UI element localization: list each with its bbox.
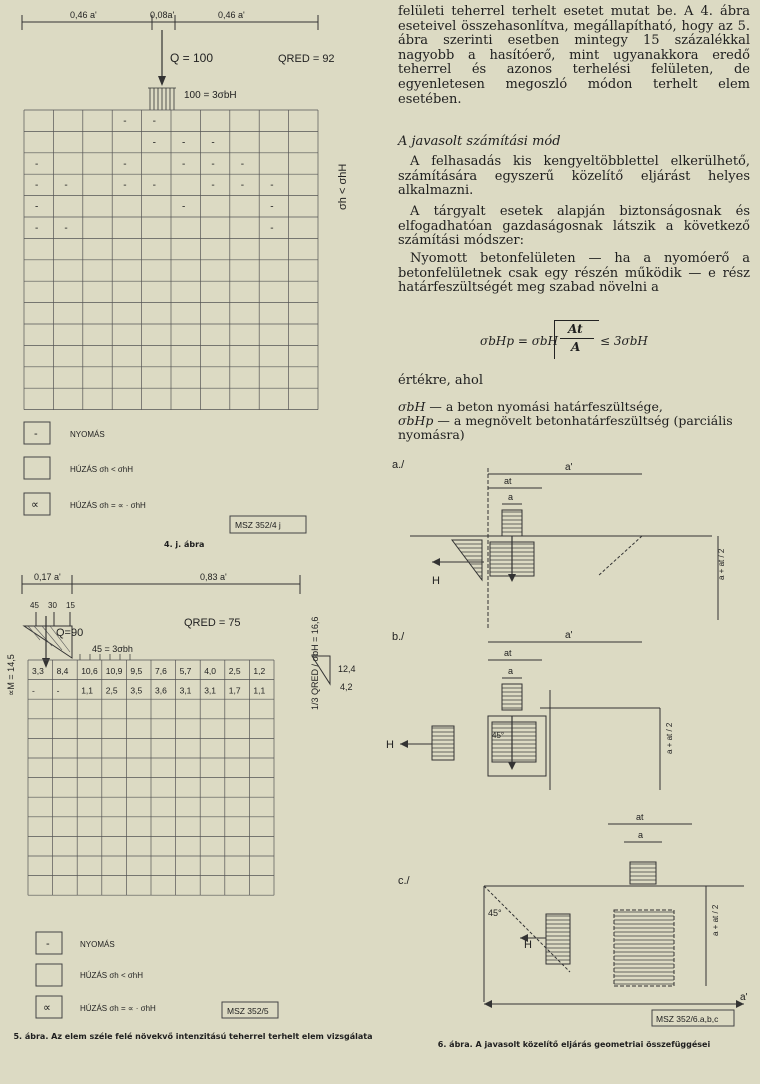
legend5-label-3: HÚZÁS σh = ∝ · σhH bbox=[80, 1004, 156, 1013]
fig5-caption: 5. ábra. Az elem széle felé növekvő intenzitású teherrel terhelt elem vizsgálata bbox=[13, 1032, 373, 1041]
fig4-stress-label: 100 = 3σbH bbox=[184, 90, 237, 101]
fig6-stamp: MSZ 352/6.a,b,c bbox=[656, 1014, 719, 1024]
legend4-sym-1: - bbox=[34, 428, 38, 440]
fig5-cell-value: 3,1 bbox=[179, 685, 192, 696]
fig4-cell-mark: - bbox=[182, 158, 186, 170]
fig5-dim-right: 0,83 a' bbox=[200, 572, 227, 582]
fig5-load-2: 30 bbox=[48, 601, 57, 610]
definition-1-symbol: σbH bbox=[398, 399, 426, 414]
fig4-cell-mark: - bbox=[152, 137, 156, 149]
legend5-label-2: HÚZÁS σh < σhH bbox=[80, 971, 144, 980]
fig5-load-1: 45 bbox=[30, 601, 39, 610]
legend5-label-1: NYOMÁS bbox=[80, 940, 115, 949]
fig4-side-label: σh < σhH bbox=[337, 163, 349, 210]
formula-fraction-line bbox=[560, 338, 594, 339]
fig4-cell-mark: - bbox=[35, 180, 39, 192]
legend4-label-3: HÚZÁS σh = ∝ · σhH bbox=[70, 501, 146, 510]
fig5-stamp: MSZ 352/5 bbox=[227, 1006, 269, 1016]
fig4-caption: 4. j. ábra bbox=[164, 540, 205, 549]
fig4-grid bbox=[24, 110, 318, 410]
fig5-cell-value: - bbox=[32, 685, 35, 696]
formula-denominator: A bbox=[571, 340, 581, 354]
fig5-cell-value: 7,6 bbox=[155, 666, 167, 676]
figure-5 bbox=[0, 560, 390, 1070]
definition-2-text: — a megnövelt betonhatárfeszültség (parciális nyomásra) bbox=[398, 413, 733, 442]
legend5-sym-1: - bbox=[46, 938, 50, 950]
fig4-cell-mark: - bbox=[270, 223, 274, 234]
fig4-cell-mark: - bbox=[123, 158, 127, 170]
fig6b-label: b./ bbox=[392, 631, 405, 643]
fig4-cell-mark: - bbox=[64, 223, 68, 234]
fig4-cell-mark: - bbox=[270, 180, 274, 192]
fig5-left-side: ∝M = 14,5 bbox=[6, 654, 16, 696]
fig5-cell-value: - bbox=[56, 685, 60, 696]
fig6c-angle: 45° bbox=[488, 908, 502, 918]
fig6b-a: a bbox=[508, 666, 514, 676]
fig5-cell-value: 10,9 bbox=[105, 666, 123, 676]
fig5-qred: QRED = 75 bbox=[184, 617, 241, 629]
fig6c-a: a bbox=[638, 830, 644, 840]
fig6a-a: a bbox=[508, 492, 514, 502]
fig5-dim-left: 0,17 a' bbox=[34, 572, 61, 582]
fig6b-at: at bbox=[504, 648, 512, 658]
fig4-dim-right: 0,46 a' bbox=[218, 10, 245, 20]
legend4-label-1: NYOMÁS bbox=[70, 430, 105, 439]
fig4-dim-left: 0,46 a' bbox=[70, 10, 97, 20]
fig6a-label: a./ bbox=[392, 459, 405, 471]
fig4-cell-mark: - bbox=[211, 137, 215, 149]
fig6b-angle: 45° bbox=[492, 731, 505, 740]
fig4-cell-mark: - bbox=[123, 180, 127, 192]
figure-4 bbox=[0, 0, 390, 560]
fig4-cell-mark: - bbox=[64, 180, 68, 192]
fig4-stamp: MSZ 352/4 j bbox=[235, 520, 281, 530]
paragraph-3: A tárgyalt esetek alapján biztonságosnak és elfogadhatóan gazdaságosnak látszik a következő számítási módszer: bbox=[398, 204, 750, 249]
fig5-cell-value: 3,5 bbox=[130, 685, 143, 696]
fig5-cell-value: 3,3 bbox=[32, 666, 44, 676]
fig6a-a-prime: a' bbox=[565, 462, 573, 473]
definition-2 bbox=[398, 414, 750, 442]
fig6c-label: c./ bbox=[398, 875, 410, 887]
fig4-cell-mark: - bbox=[240, 158, 245, 170]
fig4-cell-mark: - bbox=[182, 137, 186, 149]
legend5-box-2 bbox=[36, 964, 62, 986]
fig6c-at: at bbox=[636, 812, 644, 822]
fig5-cell-value: 1,7 bbox=[228, 685, 241, 696]
fig5-cell-value: 1,1 bbox=[81, 685, 94, 696]
fig6c-half: a + at / 2 bbox=[711, 904, 720, 936]
formula-right: ≤ 3σbH bbox=[600, 334, 648, 348]
fig6a-H: H bbox=[432, 575, 440, 587]
fig4-cell-mark: - bbox=[240, 180, 245, 192]
fig4-cell-mark: - bbox=[211, 158, 215, 170]
fig4-cell-mark: - bbox=[152, 116, 156, 127]
definition-1-text: — a beton nyomási határfeszültsége, bbox=[429, 399, 663, 414]
fig5-right-value-1: 12,4 bbox=[338, 664, 356, 674]
fig5-cell-value: 3,1 bbox=[204, 685, 217, 696]
fig5-load: Q=90 bbox=[56, 627, 84, 639]
fig4-cell-mark: - bbox=[35, 158, 39, 170]
paragraph-2: A felhasadás kis kengyeltöbblettel elkerülhető, számítására egyszerű közelítő eljárást helyes alkalmazni. bbox=[398, 154, 750, 199]
fig4-cell-mark: - bbox=[152, 180, 156, 192]
fig5-cell-value: 4,0 bbox=[204, 666, 217, 676]
definition-2-symbol: σbHp bbox=[398, 413, 434, 428]
fig5-cell-value: 1,1 bbox=[253, 685, 266, 696]
fig4-cell-mark: - bbox=[211, 180, 215, 192]
fig5-cell-value: 1,2 bbox=[253, 666, 266, 676]
fig6b-a-prime: a' bbox=[565, 630, 573, 641]
fig5-cell-value: 10,6 bbox=[81, 666, 98, 676]
legend4-sym-3: ∝ bbox=[31, 499, 39, 511]
legend4-label-2: HÚZÁS σh < σhH bbox=[70, 465, 134, 474]
fig4-distributed-load bbox=[148, 88, 176, 110]
fig6b-half: a + at / 2 bbox=[665, 722, 674, 754]
fig5-right-side: 1/3 QRED / σbH = 16,6 bbox=[310, 616, 320, 710]
fig4-dim-mid: 0,08a' bbox=[150, 10, 175, 20]
fig5-stress-label: 45 = 3σbh bbox=[92, 644, 133, 654]
section-heading: A javasolt számítási mód bbox=[398, 134, 561, 149]
fig4-cell-mark: - bbox=[182, 201, 186, 213]
fig5-load-3: 15 bbox=[66, 601, 75, 610]
fig6b-H: H bbox=[386, 739, 394, 751]
paragraph-1: felületi teherrel terhelt esetet mutat be. A 4. ábra eseteivel összehasonlítva, megállapítható, hogy az 5. ábra szerinti esetben mintegy 15 százalékkal nagyobb a hasítóerő, mint ugyanakkora eredő teherrel és azonos terhelési felületen, de egyenletesen megoszló módon terhelt elem esetében. bbox=[398, 4, 750, 107]
fig6a-half: a + at / 2 bbox=[717, 548, 726, 580]
fig5-cell-value: 2,5 bbox=[228, 666, 241, 676]
fig5-cell-value: 5,7 bbox=[179, 666, 192, 676]
paragraph-5: értékre, ahol bbox=[398, 373, 483, 388]
fig5-cell-value: 9,5 bbox=[130, 666, 143, 676]
fig6c-a-prime: a' bbox=[740, 992, 748, 1003]
fig4-cell-mark: - bbox=[123, 116, 127, 127]
fig6-caption: 6. ábra. A javasolt közelítő eljárás geometriai összefüggései bbox=[437, 1040, 711, 1049]
definition-1 bbox=[398, 400, 663, 414]
fig5-right-value-2: 4,2 bbox=[340, 682, 353, 692]
legend4-box-2 bbox=[24, 457, 50, 479]
fig6c-H: H bbox=[524, 939, 532, 951]
legend5-sym-3: ∝ bbox=[43, 1002, 51, 1014]
formula-numerator: At bbox=[568, 322, 583, 336]
figure-6 bbox=[380, 450, 760, 1050]
fig4-qred: QRED = 92 bbox=[278, 53, 335, 65]
fig4-cell-mark: - bbox=[270, 201, 274, 213]
fig4-load: Q = 100 bbox=[170, 51, 214, 65]
fig5-cell-value: 3,6 bbox=[155, 685, 167, 696]
fig6a-at: at bbox=[504, 476, 512, 486]
formula-left: σbHp = σbH bbox=[480, 334, 559, 348]
fig5-grid bbox=[28, 660, 274, 895]
fig4-cell-mark: - bbox=[35, 223, 39, 234]
fig4-cell-mark: - bbox=[35, 201, 39, 213]
fig5-cell-value: 2,5 bbox=[105, 685, 118, 696]
fig5-cell-value: 8,4 bbox=[56, 666, 69, 676]
paragraph-4: Nyomott betonfelületen — ha a nyomóerő a betonfelületnek csak egy részén működik — e rész határfeszültségét meg szabad növelni a bbox=[398, 251, 750, 296]
